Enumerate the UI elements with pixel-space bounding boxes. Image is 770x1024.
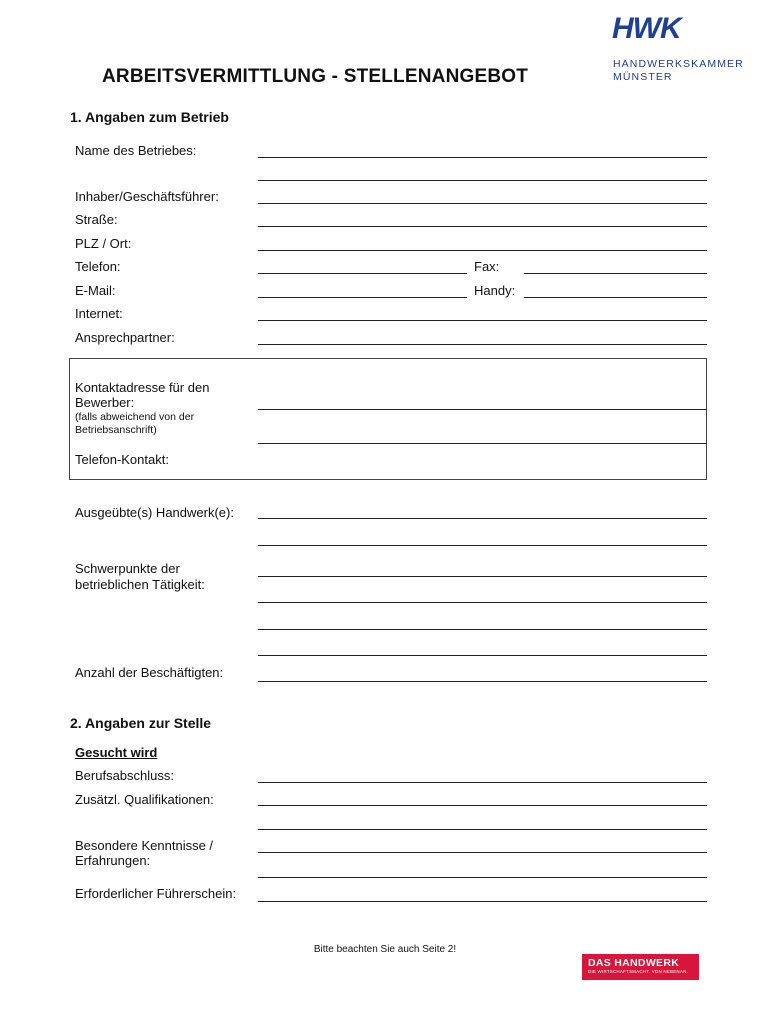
field-mobile[interactable] <box>524 297 707 298</box>
section2-heading: 2. Angaben zur Stelle <box>70 715 212 731</box>
section1-heading: 1. Angaben zum Betrieb <box>70 109 229 125</box>
label-phone-contact: Telefon-Kontakt: <box>75 452 169 467</box>
label-company-name: Name des Betriebes: <box>75 143 197 158</box>
field-contact-person[interactable] <box>258 344 707 345</box>
label-contact-person: Ansprechpartner: <box>75 330 175 345</box>
field-knowledge-2[interactable] <box>258 877 707 878</box>
label-contact-address-1: Kontaktadresse für den <box>75 380 210 395</box>
label-qualifications: Zusätzl. Qualifikationen: <box>75 792 214 807</box>
label-owner: Inhaber/Geschäftsführer: <box>75 189 219 204</box>
label-sought: Gesucht wird <box>75 745 158 760</box>
label-knowledge-1: Besondere Kenntnisse / <box>75 838 214 853</box>
label-contact-note-1: (falls abweichend von der <box>75 411 195 423</box>
field-company-name[interactable] <box>258 157 707 158</box>
label-city: PLZ / Ort: <box>75 236 132 251</box>
field-license[interactable] <box>258 901 707 902</box>
logo-line-1: HANDWERKSKAMMER <box>613 58 744 70</box>
label-fax: Fax: <box>474 259 500 274</box>
field-contact-address-2[interactable] <box>258 443 707 444</box>
label-email: E-Mail: <box>75 283 116 298</box>
field-phone[interactable] <box>258 273 467 274</box>
field-contact-address[interactable] <box>258 409 707 410</box>
badge-title: DAS HANDWERK <box>588 957 680 969</box>
label-phone: Telefon: <box>75 259 121 274</box>
label-degree: Berufsabschluss: <box>75 768 174 783</box>
field-focus-2[interactable] <box>258 602 707 603</box>
label-trades: Ausgeübte(s) Handwerk(e): <box>75 505 234 520</box>
field-owner[interactable] <box>258 203 707 204</box>
badge-tagline: DIE WIRTSCHAFTSMACHT. VON NEBENAN. <box>588 969 688 974</box>
field-qualifications[interactable] <box>258 805 707 806</box>
label-street: Straße: <box>75 212 118 227</box>
field-knowledge[interactable] <box>258 852 707 853</box>
field-internet[interactable] <box>258 320 707 321</box>
field-email[interactable] <box>258 297 467 298</box>
label-mobile: Handy: <box>474 283 516 298</box>
field-degree[interactable] <box>258 782 707 783</box>
das-handwerk-badge <box>582 954 699 980</box>
label-license: Erforderlicher Führerschein: <box>75 886 237 901</box>
label-contact-note-2: Betriebsanschrift) <box>75 424 157 436</box>
label-contact-address-2: Bewerber: <box>75 395 135 410</box>
field-city[interactable] <box>258 250 707 251</box>
field-trades[interactable] <box>258 518 707 519</box>
label-internet: Internet: <box>75 306 123 321</box>
logo-line-2: MÜNSTER <box>613 71 673 83</box>
hwk-logo: HWK <box>612 12 681 45</box>
label-employees: Anzahl der Beschäftigten: <box>75 665 224 680</box>
label-focus-1: Schwerpunkte der <box>75 561 180 576</box>
field-focus-4[interactable] <box>258 655 707 656</box>
field-focus-1[interactable] <box>258 576 707 577</box>
label-focus-2: betrieblichen Tätigkeit: <box>75 577 205 592</box>
label-knowledge-2: Erfahrungen: <box>75 853 151 868</box>
field-fax[interactable] <box>524 273 707 274</box>
field-employees[interactable] <box>258 681 707 682</box>
field-qualifications-2[interactable] <box>258 829 707 830</box>
field-focus-3[interactable] <box>258 629 707 630</box>
page-title: ARBEITSVERMITTLUNG - STELLENANGEBOT <box>102 66 529 87</box>
field-street[interactable] <box>258 226 707 227</box>
footer-note: Bitte beachten Sie auch Seite 2! <box>313 944 457 955</box>
field-trades-2[interactable] <box>258 545 707 546</box>
field-company-name-2[interactable] <box>258 180 707 181</box>
